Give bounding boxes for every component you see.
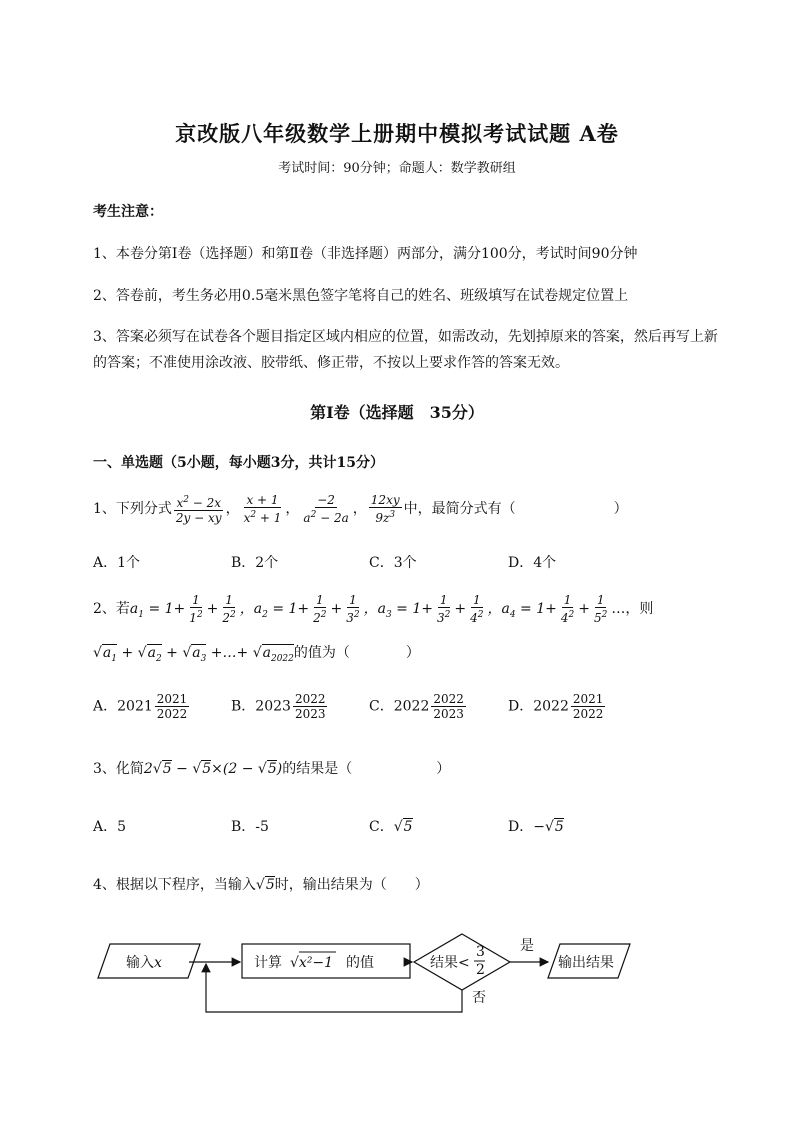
q2-sum-expression: $√a_1 + √a_2 + √a_3$ +…+ $√a_{2022}$ bbox=[93, 645, 294, 664]
exam-info: 考试时间：90分钟；命题人：数学教研组 bbox=[278, 161, 516, 176]
q2-prefix: 2、若 bbox=[93, 601, 130, 617]
flow-compute-expr: √x²−1 bbox=[290, 955, 334, 971]
q1-prefix: 1、下列分式 bbox=[93, 501, 172, 517]
q3-prefix: 3、化简 bbox=[93, 761, 144, 777]
q4-prefix: 4、根据以下程序，当输入 bbox=[93, 877, 256, 893]
q3-expression: 2√5 − √5×(2 − √5) bbox=[143, 761, 283, 777]
q2-suffix: …，则 bbox=[611, 601, 654, 617]
flow-compute-label: 计算 bbox=[254, 955, 282, 971]
notice-item-1: 1、本卷分第I卷（选择题）和第Ⅱ卷（非选择题）两部分，满分100分，考试时间90分钟 bbox=[93, 246, 638, 262]
question-4 bbox=[93, 874, 429, 894]
question-3 bbox=[93, 758, 450, 778]
q2-option-a: A．2021 $\frac{2021}{2022}$ bbox=[93, 692, 188, 721]
flow-decision-num: 3 bbox=[476, 944, 485, 960]
flow-compute-suffix: 的值 bbox=[346, 955, 374, 971]
q1-option-d: D．4个 bbox=[508, 555, 557, 571]
q1-option-c: C．3个 bbox=[369, 555, 417, 571]
q4-input-value: √5 bbox=[255, 877, 275, 893]
question-2 bbox=[93, 593, 653, 625]
flow-yes-label: 是 bbox=[520, 938, 534, 954]
q2-option-b: B．2023 $\frac{2022}{2023}$ bbox=[231, 692, 326, 721]
q1-fraction-1: $\frac{x^2 - 2x}{2y - xy}$ bbox=[175, 495, 222, 525]
q4-flowchart bbox=[96, 928, 636, 1018]
flow-output-label: 输出结果 bbox=[558, 955, 614, 971]
q3-option-d: D．−√5 bbox=[508, 819, 564, 835]
q4-suffix: 时，输出结果为（ ） bbox=[274, 877, 429, 893]
q2-line2-suffix: 的值为（ ） bbox=[293, 645, 420, 661]
q1-fraction-2: $\frac{x + 1}{x^2 + 1}$ bbox=[243, 493, 282, 525]
part1-title: 第I卷（选择题 35分） bbox=[310, 403, 484, 422]
notice-heading: 考生注意： bbox=[93, 204, 163, 220]
flow-input-label: 输入x bbox=[126, 955, 162, 971]
notice-item-3-cont: 的答案；不准使用涂改液、胶带纸、修正带，不按以上要求作答的答案无效。 bbox=[93, 355, 569, 371]
q2-option-c: C．2022 $\frac{2022}{2023}$ bbox=[369, 692, 464, 721]
q1-suffix: 中，最简分式有（ ） bbox=[403, 501, 628, 517]
section1-heading: 一、单选题（5小题，每小题3分，共计15分） bbox=[93, 455, 384, 471]
q1-option-a: A．1个 bbox=[93, 555, 141, 571]
notice-item-3: 3、答案必须写在试卷各个题目指定区域内相应的位置，如需改动，先划掉原来的答案，然后再写上新 bbox=[93, 329, 718, 345]
flow-decision-den: 2 bbox=[476, 962, 485, 978]
q2-sequence: $a_1 = 1+$ $\frac{1}{1^2}$ + $\frac{1}{2^2}$ ，$a_2 = 1+$ $\frac{1}{2^2}$ + $\frac{1}{3^2}$ ，$a_3 = 1+$ $\frac{1}{3^2}$ + $\frac{1}{4^2}$ ，$a_4 = 1+$ $\frac{1}{4^2}$ + $\frac{1}{5^2}$ bbox=[129, 593, 608, 625]
q3-option-a: A．5 bbox=[93, 819, 127, 835]
q3-suffix: 的结果是（ ） bbox=[282, 761, 451, 777]
q3-option-c: C．√5 bbox=[369, 819, 413, 835]
q3-option-b: B．-5 bbox=[231, 819, 269, 835]
flow-decision-label: 结果< bbox=[430, 955, 470, 971]
q1-fraction-4: $\frac{12xy}{9z^3}$ bbox=[370, 493, 400, 525]
q1-option-b: B．2个 bbox=[231, 555, 279, 571]
notice-item-2: 2、答卷前，考生务必用0.5毫米黑色签字笔将自己的姓名、班级填写在试卷规定位置上 bbox=[93, 288, 629, 304]
question-1: 1、下列分式 $\frac{x^2 - 2x}{2y - xy}$ ， $\frac{x + 1}{x^2 + 1}$ ， $\frac{-2}{a^2 - 2a}$ ， $\frac{12xy}{9z^3}$ 中，最简分式有（ ） bbox=[93, 493, 628, 525]
q1-fraction-3: $\frac{-2}{a^2 - 2a}$ bbox=[303, 493, 349, 525]
page-title: 京改版八年级数学上册期中模拟考试试题 A卷 bbox=[175, 121, 619, 146]
flow-no-label: 否 bbox=[472, 990, 486, 1006]
question-2-line2 bbox=[93, 642, 420, 664]
flow-loop-line bbox=[206, 968, 462, 1012]
q2-option-d: D．2022 $\frac{2021}{2022}$ bbox=[508, 692, 604, 721]
